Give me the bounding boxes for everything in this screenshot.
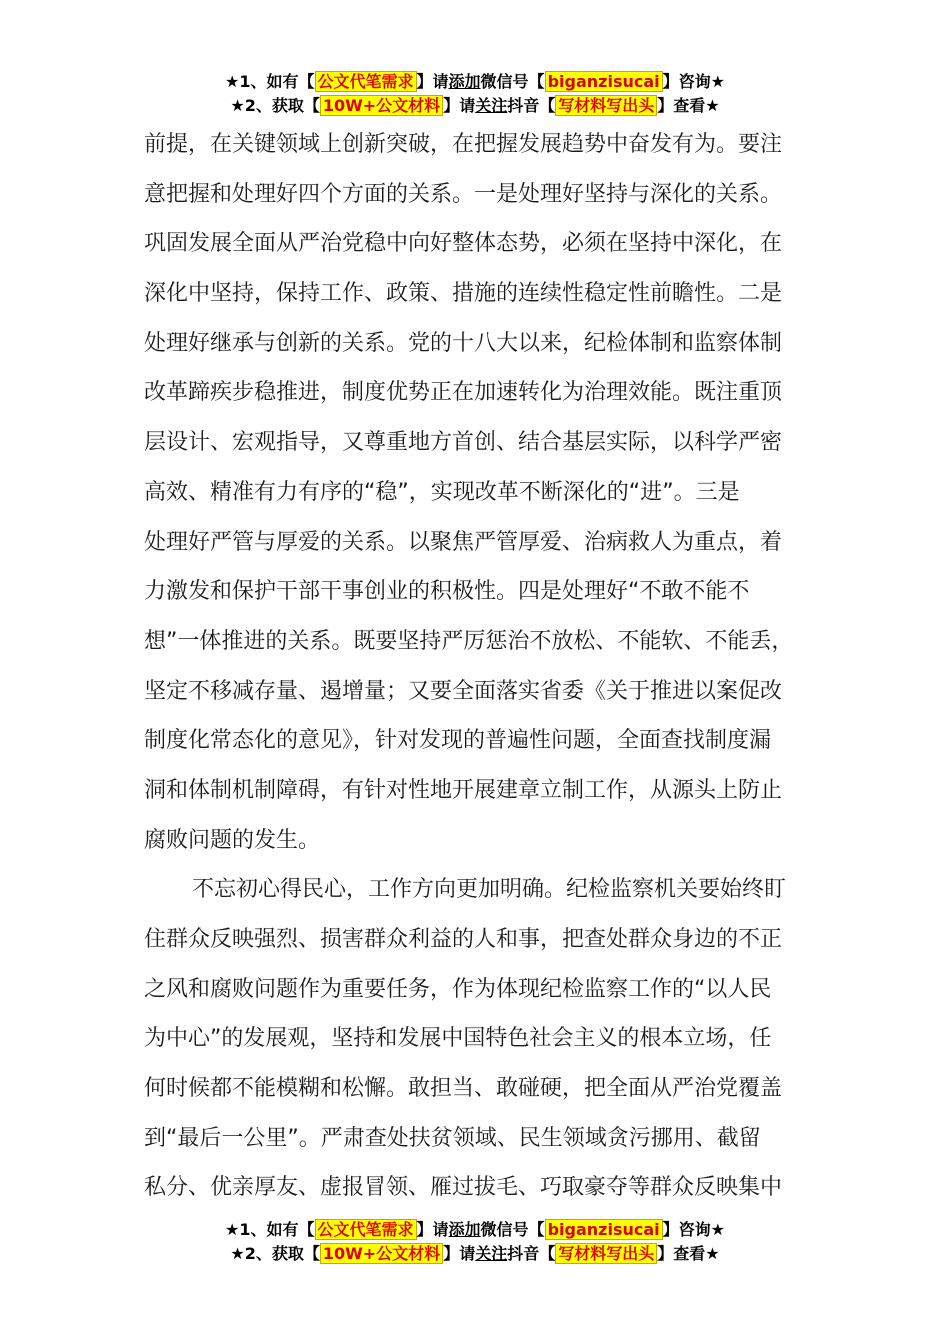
text-line: 住群众反映强烈、损害群众利益的人和事，把查处群众身边的不正 bbox=[144, 927, 783, 952]
text-line: 深化中坚持，保持工作、政策、措施的连续性稳定性前瞻性。二是 bbox=[144, 281, 783, 307]
text-line: 高效、精准有力有序的“稳”，实现改革不断深化的“进”。三是 bbox=[144, 479, 740, 505]
text-line: 想”一体推进的关系。既要坚持严厉惩治不放松、不能软、不能丢， bbox=[144, 628, 794, 654]
promo-text: ★1、如有【 bbox=[225, 72, 315, 91]
promo-highlight: 写材料写出头 bbox=[555, 1243, 657, 1264]
promo-highlight: 公文代笔需求 bbox=[315, 71, 417, 92]
promo-highlight: 写材料写出头 bbox=[555, 95, 657, 116]
promo-text: 】咨询★ bbox=[662, 72, 725, 91]
promo-highlight: biganzisucai bbox=[545, 1219, 663, 1240]
promo-text: 关注 bbox=[475, 96, 508, 115]
promo-highlight: 10W+公文材料 bbox=[320, 95, 443, 116]
promo-text: 关注 bbox=[475, 1244, 508, 1263]
promo-text: ★2、获取【 bbox=[230, 96, 320, 115]
promo-text: 】请 bbox=[416, 72, 449, 91]
promo-line-1 bbox=[0, 70, 950, 94]
text-line: 不忘初心得民心，工作方向更加明确。纪检监察机关要始终盯 bbox=[192, 877, 787, 903]
promo-text: 添加 bbox=[448, 72, 481, 91]
text-line: 层设计、宏观指导，又尊重地方首创、结合基层实际，以科学严密 bbox=[144, 430, 783, 456]
paragraph-2 bbox=[144, 865, 824, 1213]
promo-text: 】请 bbox=[443, 96, 476, 115]
promo-text: 】咨询★ bbox=[662, 1220, 725, 1239]
text-line: 意把握和处理好四个方面的关系。一是处理好坚持与深化的关系。 bbox=[144, 181, 783, 207]
text-line: 何时候都不能模糊和松懈。敢担当、敢碰硬，把全面从严治党覆盖 bbox=[144, 1076, 783, 1102]
promo-text: 】查看★ bbox=[657, 96, 720, 115]
promo-text: ★2、获取【 bbox=[230, 1244, 320, 1263]
promo-text: ★1、如有【 bbox=[225, 1220, 315, 1239]
promo-text: 】请 bbox=[443, 1244, 476, 1263]
header-promo-banner bbox=[0, 70, 950, 118]
promo-text: 微信号【 bbox=[480, 1220, 545, 1239]
text-line: 腐败问题的发生。 bbox=[144, 827, 321, 853]
text-line: 制度化常态化的意见》，针对发现的普遍性问题，全面查找制度漏 bbox=[144, 728, 772, 754]
text-line: 前提，在关键领域上创新突破，在把握发展趋势中奋发有为。要注 bbox=[144, 132, 783, 157]
promo-text: 添加 bbox=[448, 1220, 481, 1239]
promo-highlight: biganzisucai bbox=[545, 71, 663, 92]
promo-text: 抖音【 bbox=[507, 1244, 556, 1263]
promo-text: 】查看★ bbox=[657, 1244, 720, 1263]
text-line: 私分、优亲厚友、虚报冒领、雁过拔毛、巧取豪夺等群众反映集中 bbox=[144, 1175, 783, 1201]
text-line: 为中心”的发展观，坚持和发展中国特色社会主义的根本立场，任 bbox=[144, 1026, 772, 1052]
promo-text: 】请 bbox=[416, 1220, 449, 1239]
promo-text: 微信号【 bbox=[480, 72, 545, 91]
text-line: 巩固发展全面从严治党稳中向好整体态势，必须在坚持中深化，在 bbox=[144, 231, 783, 257]
text-line: 坚定不移减存量、遏增量；又要全面落实省委《关于推进以案促改 bbox=[144, 678, 783, 704]
promo-line-2 bbox=[0, 1242, 950, 1266]
text-line: 到“最后一公里”。严肃查处扶贫领域、民生领域贪污挪用、截留 bbox=[144, 1125, 761, 1151]
footer-promo-banner bbox=[0, 1218, 950, 1266]
promo-line-1 bbox=[0, 1218, 950, 1242]
text-line: 改革蹄疾步稳推进，制度优势正在加速转化为治理效能。既注重顶 bbox=[144, 380, 783, 406]
promo-text: 抖音【 bbox=[507, 96, 556, 115]
promo-highlight: 10W+公文材料 bbox=[320, 1243, 443, 1264]
text-line: 处理好严管与厚爱的关系。以聚焦严管厚爱、治病救人为重点，着 bbox=[144, 529, 783, 555]
text-line: 力激发和保护干部干事创业的积极性。四是处理好“不敢不能不 bbox=[144, 579, 750, 605]
text-line: 处理好继承与创新的关系。党的十八大以来，纪检体制和监察体制 bbox=[144, 330, 783, 356]
promo-line-2 bbox=[0, 94, 950, 118]
text-line: 洞和体制机制障碍，有针对性地开展建章立制工作，从源头上防止 bbox=[144, 777, 783, 803]
text-line: 之风和腐败问题作为重要任务，作为体现纪检监察工作的“以人民 bbox=[144, 976, 772, 1002]
paragraph-1 bbox=[144, 120, 824, 865]
promo-highlight: 公文代笔需求 bbox=[315, 1219, 417, 1240]
document-body bbox=[144, 120, 824, 1213]
